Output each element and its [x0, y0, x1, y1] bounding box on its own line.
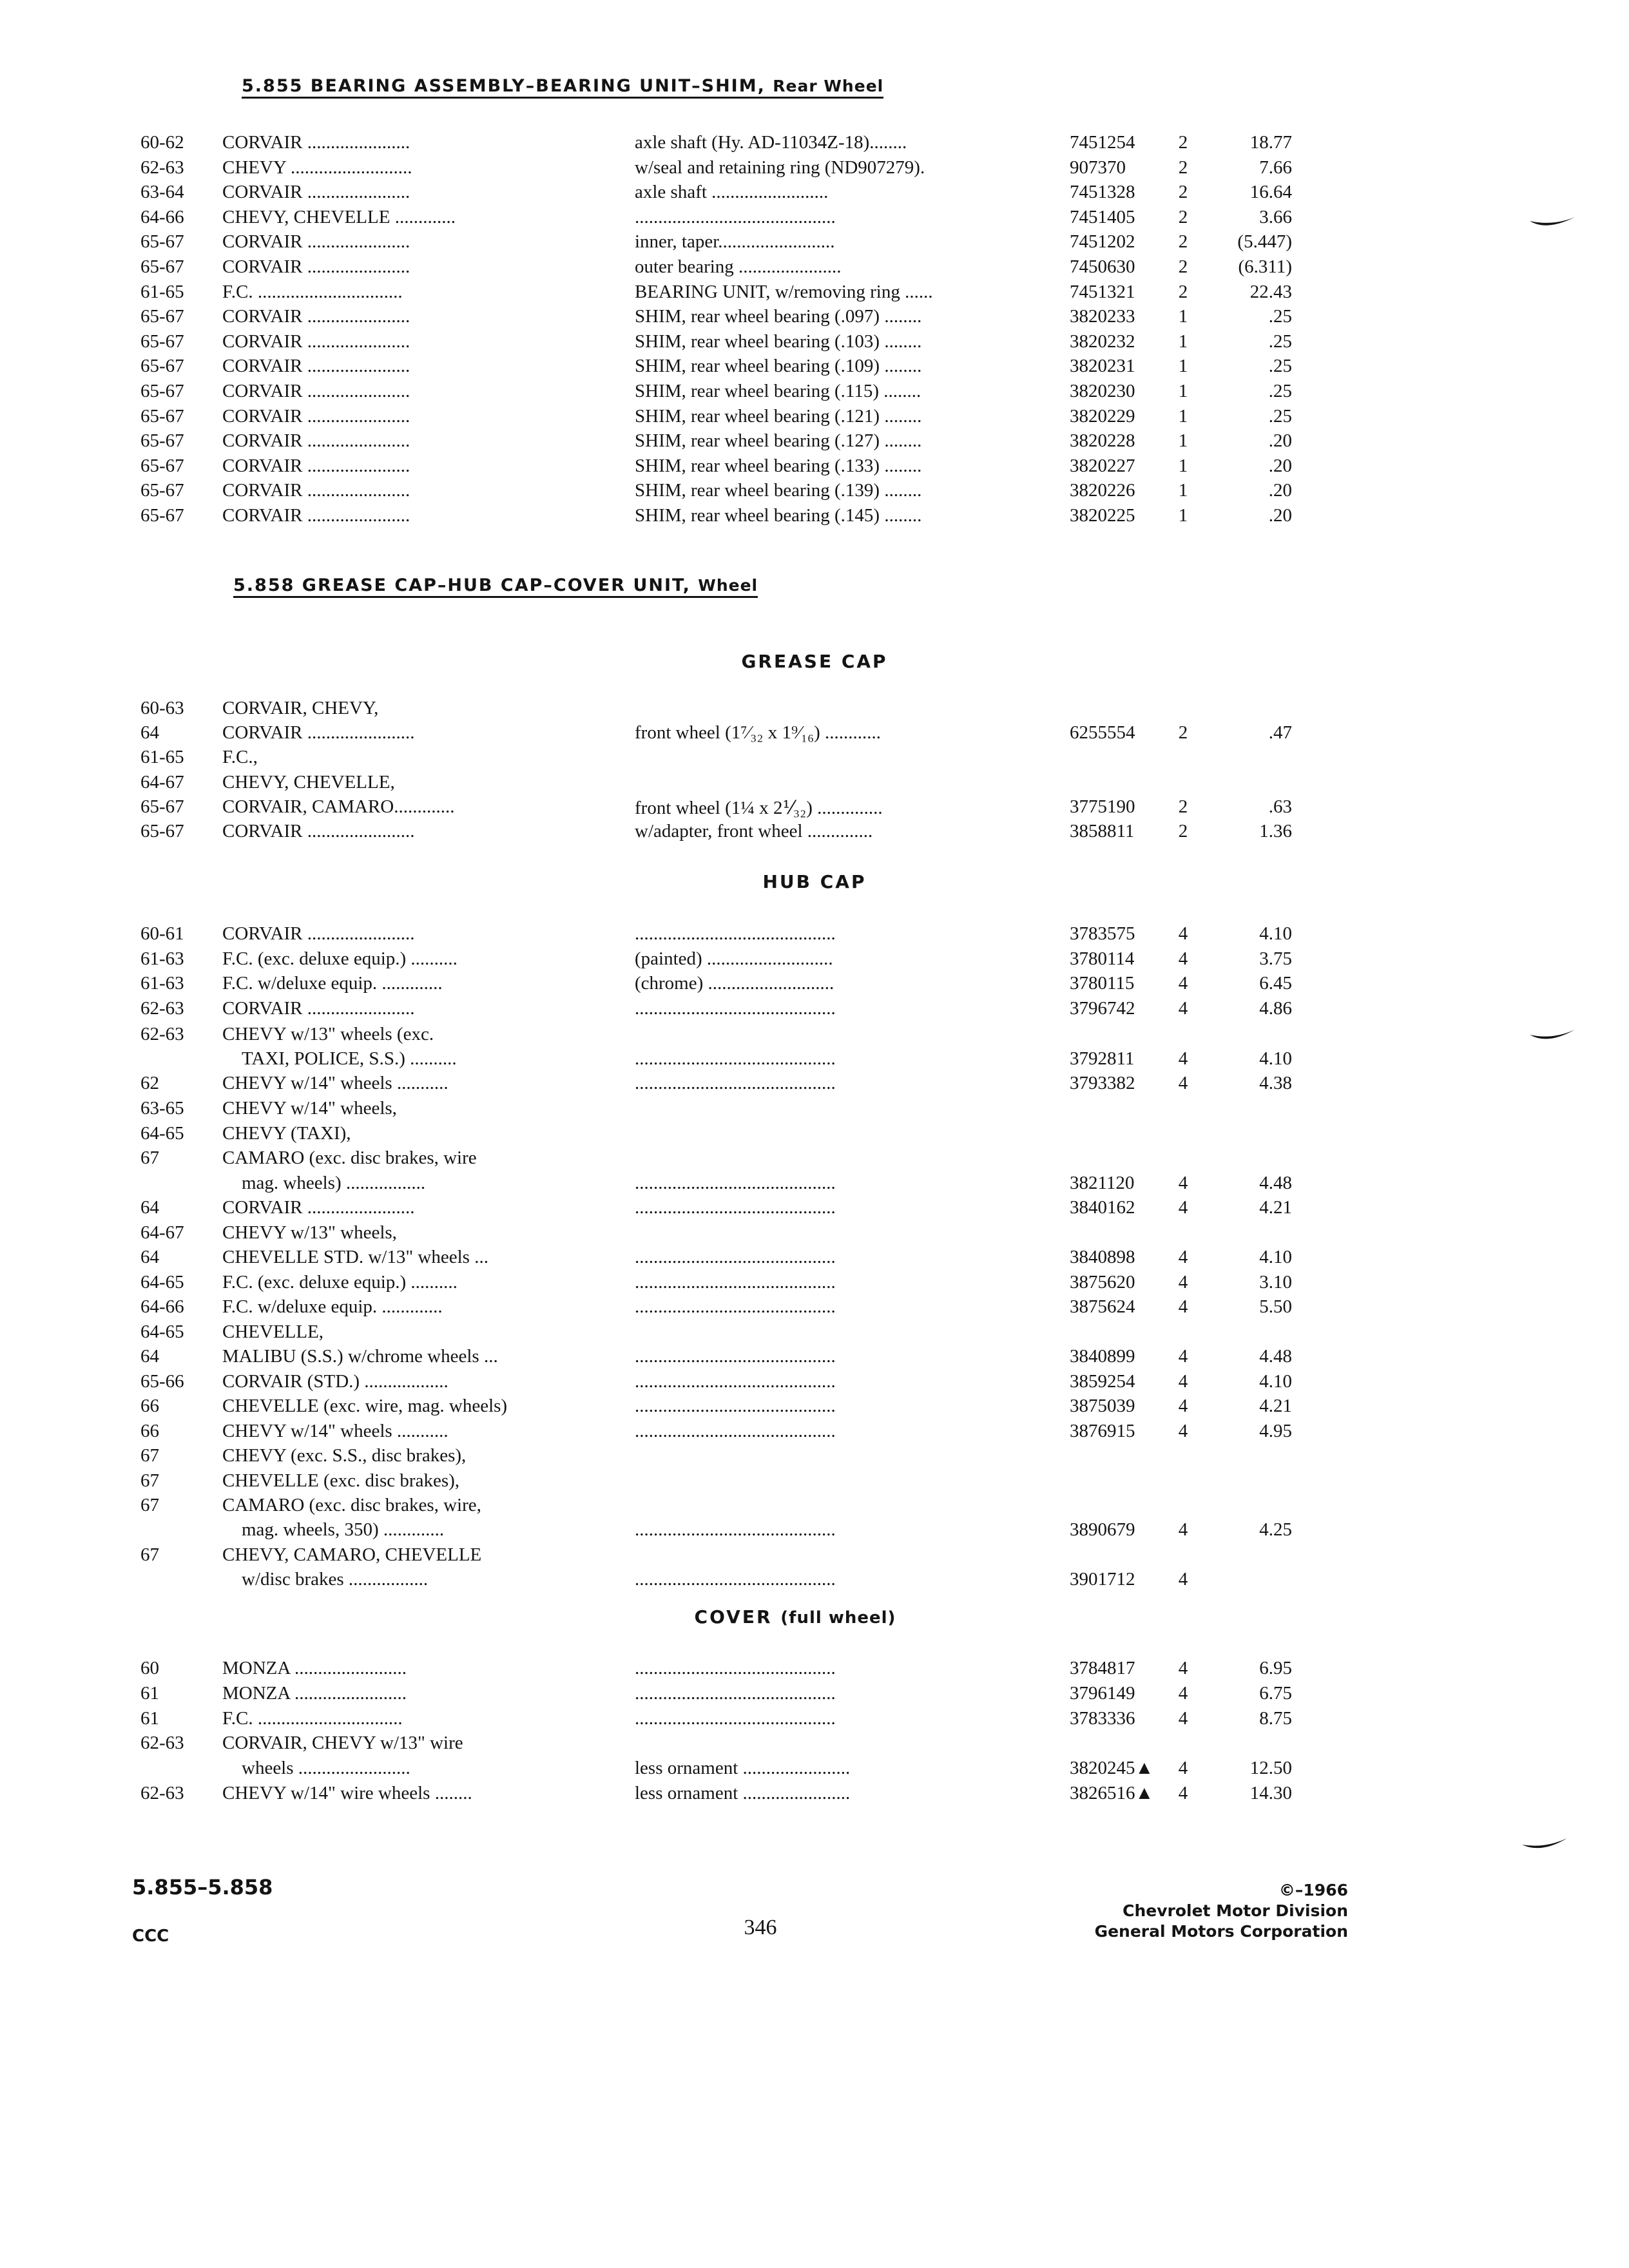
price-cell: .25: [1268, 331, 1292, 352]
year-cell: 64-66: [140, 1296, 184, 1317]
cover-heading-paren: (full wheel): [780, 1608, 896, 1628]
quantity-cell: 4: [1178, 1371, 1188, 1392]
price-cell: 3.10: [1259, 1272, 1292, 1293]
description-cell: ...........................................: [635, 1296, 836, 1317]
model-cell: CHEVY, CAMARO, CHEVELLE: [222, 1544, 482, 1565]
year-cell: 65-67: [140, 356, 184, 377]
model-cell: F.C. w/deluxe equip. .............: [222, 1296, 443, 1317]
price-cell: .20: [1268, 505, 1292, 526]
part-number-cell: 3875039: [1070, 1396, 1135, 1416]
quantity-cell: 4: [1178, 973, 1188, 994]
year-cell: 65-67: [140, 331, 184, 352]
part-number-cell: 3890679: [1070, 1519, 1135, 1540]
price-cell: .20: [1268, 480, 1292, 501]
part-number-cell: 3820233: [1070, 306, 1135, 327]
quantity-cell: 2: [1178, 281, 1188, 302]
quantity-cell: 4: [1178, 1346, 1188, 1367]
quantity-cell: 4: [1178, 1421, 1188, 1441]
year-cell: 62-63: [140, 1024, 184, 1044]
part-number-cell: 7451328: [1070, 182, 1135, 203]
part-number-cell: 3820230: [1070, 381, 1135, 401]
model-cell: CORVAIR .......................: [222, 722, 415, 744]
price-cell: 3.66: [1259, 206, 1292, 227]
price-cell: 5.50: [1259, 1296, 1292, 1317]
year-cell: 60-61: [140, 923, 184, 944]
model-cell: CORVAIR ......................: [222, 405, 410, 427]
quantity-cell: 1: [1178, 480, 1188, 501]
price-cell: 4.10: [1259, 1371, 1292, 1392]
quantity-cell: 1: [1178, 356, 1188, 377]
description-cell: ...........................................: [635, 1682, 836, 1704]
model-cell: CORVAIR, CAMARO.............: [222, 796, 455, 817]
price-cell: 3.75: [1259, 948, 1292, 969]
part-number-cell: 3820226: [1070, 480, 1135, 501]
model-cell: CORVAIR ......................: [222, 480, 410, 501]
part-number-cell: 3820231: [1070, 356, 1135, 377]
model-cell: F.C. (exc. deluxe equip.) ..........: [222, 1272, 458, 1293]
quantity-cell: 1: [1178, 331, 1188, 352]
cover-heading-main: COVER: [694, 1606, 773, 1628]
model-cell: CHEVELLE,: [222, 1321, 324, 1342]
price-cell: 7.66: [1259, 157, 1292, 178]
year-cell: 65-67: [140, 796, 184, 817]
part-number-cell: 3875624: [1070, 1296, 1135, 1317]
model-cell: CORVAIR ......................: [222, 430, 410, 452]
section-title-5-858: [233, 575, 758, 598]
model-cell: CORVAIR ......................: [222, 256, 410, 277]
price-cell: 12.50: [1249, 1758, 1292, 1779]
year-cell: 65-67: [140, 430, 184, 452]
part-number-cell: 3821120: [1070, 1173, 1135, 1193]
price-cell: 4.48: [1259, 1346, 1292, 1367]
description-cell: ...........................................: [635, 1658, 836, 1678]
year-cell: 66: [140, 1421, 159, 1441]
part-number-cell: 3780115: [1070, 973, 1135, 994]
part-number-cell: 7451254: [1070, 132, 1135, 153]
model-cell: MONZA ........................: [222, 1658, 407, 1678]
model-cell: CHEVY w/13" wheels (exc.: [222, 1024, 434, 1044]
quantity-cell: 4: [1178, 1569, 1188, 1590]
model-cell: CHEVY w/14" wheels ...........: [222, 1073, 448, 1093]
description-cell: less ornament .......................: [635, 1783, 851, 1803]
price-cell: 4.25: [1259, 1519, 1292, 1540]
year-cell: 65-67: [140, 405, 184, 427]
model-cell: CAMARO (exc. disc brakes, wire,: [222, 1495, 481, 1515]
description-cell: ...........................................: [635, 206, 836, 227]
year-cell: 65-67: [140, 256, 184, 277]
model-cell: CORVAIR .......................: [222, 998, 415, 1019]
description-cell: SHIM, rear wheel bearing (.121) ........: [635, 405, 922, 427]
description-cell: w/seal and retaining ring (ND907279).: [635, 157, 925, 178]
description-cell: ...........................................: [635, 1371, 836, 1392]
year-cell: 64: [140, 722, 159, 744]
description-cell: (painted) ...........................: [635, 948, 833, 969]
part-number-cell: 7451321: [1070, 281, 1135, 302]
description-cell: inner, taper.........................: [635, 231, 835, 253]
year-cell: 62-63: [140, 1783, 184, 1803]
part-number-cell: 3780114: [1070, 948, 1135, 969]
price-cell: 4.10: [1259, 1048, 1292, 1069]
price-cell: 4.48: [1259, 1173, 1292, 1193]
description-cell: axle shaft .........................: [635, 182, 829, 203]
model-cell: CHEVELLE (exc. wire, mag. wheels): [222, 1396, 508, 1416]
year-cell: 64-65: [140, 1321, 184, 1342]
description-cell: ...........................................: [635, 1519, 836, 1540]
year-cell: 61: [140, 1682, 159, 1704]
year-cell: 64-67: [140, 1222, 184, 1243]
section-title-sub: Rear Wheel: [773, 77, 884, 95]
footer-publisher: [1018, 1880, 1348, 1942]
description-cell: ...........................................: [635, 1396, 836, 1416]
price-cell: 4.21: [1259, 1396, 1292, 1416]
grease-cap-heading: GREASE CAP: [741, 651, 888, 672]
page-number: 346: [744, 1916, 777, 1939]
description-cell: front wheel (1⁷⁄₃₂ x 1⁹⁄₁₆) ............: [635, 722, 882, 744]
quantity-cell: 1: [1178, 505, 1188, 526]
section-title-sub: Wheel: [698, 576, 758, 595]
year-cell: 61-63: [140, 948, 184, 969]
quantity-cell: 4: [1178, 1296, 1188, 1317]
part-number-cell: 7450630: [1070, 256, 1135, 277]
year-cell: 61: [140, 1707, 159, 1729]
quantity-cell: 4: [1178, 1073, 1188, 1093]
description-cell: ...........................................: [635, 998, 836, 1019]
quantity-cell: 4: [1178, 1758, 1188, 1779]
part-number-cell: 3820232: [1070, 331, 1135, 352]
model-cell: CHEVY (TAXI),: [222, 1123, 351, 1144]
cover-heading: [0, 1606, 1610, 1628]
quantity-cell: 2: [1178, 132, 1188, 153]
description-cell: ...........................................: [635, 1421, 836, 1441]
description-cell: SHIM, rear wheel bearing (.115) ........: [635, 381, 921, 401]
quantity-cell: 4: [1178, 1707, 1188, 1729]
year-cell: 64: [140, 1247, 159, 1267]
quantity-cell: 2: [1178, 796, 1188, 817]
description-cell: ...........................................: [635, 1197, 836, 1218]
description-cell: ...........................................: [635, 1346, 836, 1367]
part-number-cell: 3820229: [1070, 405, 1135, 427]
part-number-cell: 3859254: [1070, 1371, 1135, 1392]
description-cell: ...........................................: [635, 1073, 836, 1093]
year-cell: 65-67: [140, 505, 184, 526]
quantity-cell: 4: [1178, 1519, 1188, 1540]
description-cell: SHIM, rear wheel bearing (.133) ........: [635, 455, 922, 476]
year-cell: 60-62: [140, 132, 184, 153]
quantity-cell: 4: [1178, 1783, 1188, 1803]
year-cell: 64-67: [140, 771, 184, 793]
price-cell: 8.75: [1259, 1707, 1292, 1729]
part-number-cell: 3901712: [1070, 1569, 1135, 1590]
year-cell: 64-65: [140, 1123, 184, 1144]
quantity-cell: 4: [1178, 948, 1188, 969]
model-cell: CORVAIR .......................: [222, 1197, 415, 1218]
model-cell: CORVAIR ......................: [222, 356, 410, 377]
hub-cap-heading: HUB CAP: [762, 871, 867, 892]
quantity-cell: 1: [1178, 405, 1188, 427]
model-cell: CORVAIR .......................: [222, 923, 415, 944]
description-cell: BEARING UNIT, w/removing ring ......: [635, 281, 933, 302]
model-cell: CHEVY w/14" wheels,: [222, 1098, 397, 1119]
price-cell: 4.21: [1259, 1197, 1292, 1218]
price-cell: 6.95: [1259, 1658, 1292, 1678]
model-cell: CHEVELLE (exc. disc brakes),: [222, 1470, 460, 1491]
model-cell: CORVAIR .......................: [222, 821, 415, 841]
part-number-cell: 3820245▲: [1070, 1758, 1154, 1779]
section-title-5-855: [242, 76, 883, 99]
model-cell: CHEVELLE STD. w/13" wheels ...: [222, 1247, 488, 1267]
model-cell: CORVAIR ......................: [222, 182, 410, 203]
year-cell: 62-63: [140, 998, 184, 1019]
description-cell: ...........................................: [635, 1569, 836, 1590]
year-cell: 67: [140, 1445, 159, 1466]
description-cell: ...........................................: [635, 1272, 836, 1293]
year-cell: 64: [140, 1197, 159, 1218]
corporation-line: General Motors Corporation: [1094, 1922, 1348, 1941]
quantity-cell: 4: [1178, 1272, 1188, 1293]
part-number-cell: 3875620: [1070, 1272, 1135, 1293]
quantity-cell: 4: [1178, 998, 1188, 1019]
model-cell: CORVAIR ......................: [222, 132, 410, 153]
model-cell: CHEVY, CHEVELLE,: [222, 771, 395, 793]
quantity-cell: 1: [1178, 455, 1188, 476]
quantity-cell: 2: [1178, 722, 1188, 744]
part-number-cell: 3783336: [1070, 1707, 1135, 1729]
quantity-cell: 2: [1178, 182, 1188, 203]
price-cell: 16.64: [1249, 182, 1292, 203]
model-cell: MONZA ........................: [222, 1682, 407, 1704]
year-cell: 62: [140, 1073, 159, 1093]
model-cell: TAXI, POLICE, S.S.) ..........: [242, 1048, 457, 1069]
price-cell: 4.38: [1259, 1073, 1292, 1093]
model-cell: CORVAIR, CHEVY w/13" wire: [222, 1733, 463, 1754]
quantity-cell: 1: [1178, 381, 1188, 401]
year-cell: 61-63: [140, 973, 184, 994]
price-cell: .25: [1268, 306, 1292, 327]
part-number-cell: 3840162: [1070, 1197, 1135, 1218]
price-cell: .25: [1268, 405, 1292, 427]
year-cell: 65-67: [140, 455, 184, 476]
quantity-cell: 4: [1178, 1197, 1188, 1218]
model-cell: MALIBU (S.S.) w/chrome wheels ...: [222, 1346, 498, 1367]
quantity-cell: 4: [1178, 1247, 1188, 1267]
part-number-cell: 7451202: [1070, 231, 1135, 253]
year-cell: 67: [140, 1148, 159, 1168]
model-cell: CAMARO (exc. disc brakes, wire: [222, 1148, 477, 1168]
model-cell: CORVAIR ......................: [222, 331, 410, 352]
quantity-cell: 4: [1178, 1658, 1188, 1678]
part-number-cell: 3840899: [1070, 1346, 1135, 1367]
description-cell: ...........................................: [635, 1048, 836, 1069]
part-number-cell: 3840898: [1070, 1247, 1135, 1267]
quantity-cell: 1: [1178, 430, 1188, 452]
quantity-cell: 2: [1178, 231, 1188, 253]
quantity-cell: 4: [1178, 1396, 1188, 1416]
model-cell: CORVAIR, CHEVY,: [222, 698, 379, 718]
part-number-cell: 3784817: [1070, 1658, 1135, 1678]
price-cell: .25: [1268, 381, 1292, 401]
year-cell: 60-63: [140, 698, 184, 718]
model-cell: CHEVY, CHEVELLE .............: [222, 206, 456, 227]
quantity-cell: 2: [1178, 821, 1188, 841]
part-number-cell: 3858811: [1070, 821, 1135, 841]
description-cell: ...........................................: [635, 1173, 836, 1193]
quantity-cell: 4: [1178, 1173, 1188, 1193]
price-cell: 6.75: [1259, 1682, 1292, 1704]
year-cell: 62-63: [140, 157, 184, 178]
year-cell: 65-67: [140, 306, 184, 327]
year-cell: 67: [140, 1544, 159, 1565]
description-cell: SHIM, rear wheel bearing (.103) ........: [635, 331, 922, 352]
part-number-cell: 6255554: [1070, 722, 1135, 744]
year-cell: 65-67: [140, 480, 184, 501]
description-cell: ...........................................: [635, 1247, 836, 1267]
description-cell: ...........................................: [635, 923, 836, 944]
part-number-cell: 3783575: [1070, 923, 1135, 944]
part-number-cell: 3876915: [1070, 1421, 1135, 1441]
price-cell: 4.10: [1259, 923, 1292, 944]
year-cell: 67: [140, 1495, 159, 1515]
model-cell: F.C. ...............................: [222, 1707, 403, 1729]
price-cell: 4.10: [1259, 1247, 1292, 1267]
part-number-cell: 3793382: [1070, 1073, 1135, 1093]
description-cell: SHIM, rear wheel bearing (.097) ........: [635, 306, 922, 327]
model-cell: CHEVY (exc. S.S., disc brakes),: [222, 1445, 467, 1466]
year-cell: 62-63: [140, 1733, 184, 1754]
year-cell: 63-64: [140, 182, 184, 203]
part-number-cell: 3796742: [1070, 998, 1135, 1019]
year-cell: 66: [140, 1396, 159, 1416]
quantity-cell: 2: [1178, 157, 1188, 178]
model-cell: CORVAIR ......................: [222, 455, 410, 476]
model-cell: CORVAIR (STD.) ..................: [222, 1371, 448, 1392]
part-number-cell: 3796149: [1070, 1682, 1135, 1704]
price-cell: (6.311): [1238, 256, 1292, 277]
price-cell: .63: [1268, 796, 1292, 817]
copyright-line: ©–1966: [1278, 1881, 1348, 1899]
year-cell: 60: [140, 1658, 159, 1678]
model-cell: CORVAIR ......................: [222, 381, 410, 401]
section-title-main: 5.855 BEARING ASSEMBLY–BEARING UNIT–SHIM,: [242, 76, 773, 96]
part-number-cell: 3820228: [1070, 430, 1135, 452]
model-cell: wheels ........................: [242, 1758, 410, 1779]
part-number-cell: 3826516▲: [1070, 1783, 1154, 1803]
price-cell: .25: [1268, 356, 1292, 377]
year-cell: 65-67: [140, 821, 184, 841]
year-cell: 63-65: [140, 1098, 184, 1119]
part-number-cell: 3792811: [1070, 1048, 1135, 1069]
description-cell: outer bearing ......................: [635, 256, 842, 277]
model-cell: mag. wheels, 350) .............: [242, 1519, 445, 1540]
footer-code: CCC: [132, 1927, 169, 1946]
part-number-cell: 3820227: [1070, 455, 1135, 476]
quantity-cell: 4: [1178, 1682, 1188, 1704]
model-cell: F.C. (exc. deluxe equip.) ..........: [222, 948, 458, 969]
quantity-cell: 2: [1178, 256, 1188, 277]
quantity-cell: 2: [1178, 206, 1188, 227]
description-cell: front wheel (1¼ x 2⅟₃₂) ..............: [635, 797, 883, 818]
model-cell: mag. wheels) .................: [242, 1173, 426, 1193]
description-cell: SHIM, rear wheel bearing (.127) ........: [635, 430, 922, 452]
description-cell: axle shaft (Hy. AD-11034Z-18)........: [635, 132, 907, 153]
description-cell: SHIM, rear wheel bearing (.109) ........: [635, 356, 922, 377]
quantity-cell: 1: [1178, 306, 1188, 327]
model-cell: CHEVY w/14" wheels ...........: [222, 1421, 448, 1441]
model-cell: F.C. w/deluxe equip. .............: [222, 973, 443, 994]
price-cell: 4.95: [1259, 1421, 1292, 1441]
model-cell: CORVAIR ......................: [222, 306, 410, 327]
model-cell: CORVAIR ......................: [222, 505, 410, 526]
model-cell: CHEVY ..........................: [222, 157, 412, 178]
margin-mark: [1527, 209, 1579, 235]
quantity-cell: 4: [1178, 1048, 1188, 1069]
price-cell: (5.447): [1237, 231, 1292, 253]
price-cell: 14.30: [1249, 1783, 1292, 1803]
part-number-cell: 7451405: [1070, 206, 1135, 227]
division-line: Chevrolet Motor Division: [1123, 1901, 1348, 1920]
model-cell: CHEVY w/14" wire wheels ........: [222, 1783, 472, 1803]
year-cell: 65-66: [140, 1371, 184, 1392]
part-number-cell: 3775190: [1070, 796, 1135, 817]
price-cell: 4.86: [1259, 998, 1292, 1019]
price-cell: 22.43: [1249, 281, 1292, 302]
model-cell: CHEVY w/13" wheels,: [222, 1222, 397, 1243]
description-cell: (chrome) ...........................: [635, 973, 834, 994]
price-cell: .47: [1268, 722, 1292, 744]
footer-section-range: 5.855–5.858: [132, 1875, 273, 1899]
model-cell: F.C. ...............................: [222, 281, 403, 302]
year-cell: 61-65: [140, 747, 184, 768]
year-cell: 64: [140, 1346, 159, 1367]
year-cell: 65-67: [140, 381, 184, 401]
quantity-cell: 4: [1178, 923, 1188, 944]
part-number-cell: 3820225: [1070, 505, 1135, 526]
section-title-main: 5.858 GREASE CAP–HUB CAP–COVER UNIT,: [233, 575, 699, 595]
part-number-cell: 907370: [1070, 157, 1126, 178]
price-cell: 18.77: [1249, 132, 1292, 153]
year-cell: 64-65: [140, 1272, 184, 1293]
description-cell: ...........................................: [635, 1707, 836, 1729]
year-cell: 61-65: [140, 281, 184, 302]
price-cell: 1.36: [1259, 821, 1292, 841]
margin-mark: [1519, 1832, 1571, 1858]
description-cell: w/adapter, front wheel ..............: [635, 821, 873, 841]
price-cell: 6.45: [1259, 973, 1292, 994]
year-cell: 67: [140, 1470, 159, 1491]
price-cell: .20: [1268, 455, 1292, 476]
model-cell: F.C.,: [222, 747, 258, 768]
description-cell: less ornament .......................: [635, 1758, 851, 1779]
description-cell: SHIM, rear wheel bearing (.139) ........: [635, 480, 922, 501]
model-cell: w/disc brakes .................: [242, 1569, 429, 1590]
price-cell: .20: [1268, 430, 1292, 452]
margin-mark: [1527, 1024, 1579, 1050]
year-cell: 64-66: [140, 206, 184, 227]
model-cell: CORVAIR ......................: [222, 231, 410, 253]
description-cell: SHIM, rear wheel bearing (.145) ........: [635, 505, 922, 526]
year-cell: 65-67: [140, 231, 184, 253]
